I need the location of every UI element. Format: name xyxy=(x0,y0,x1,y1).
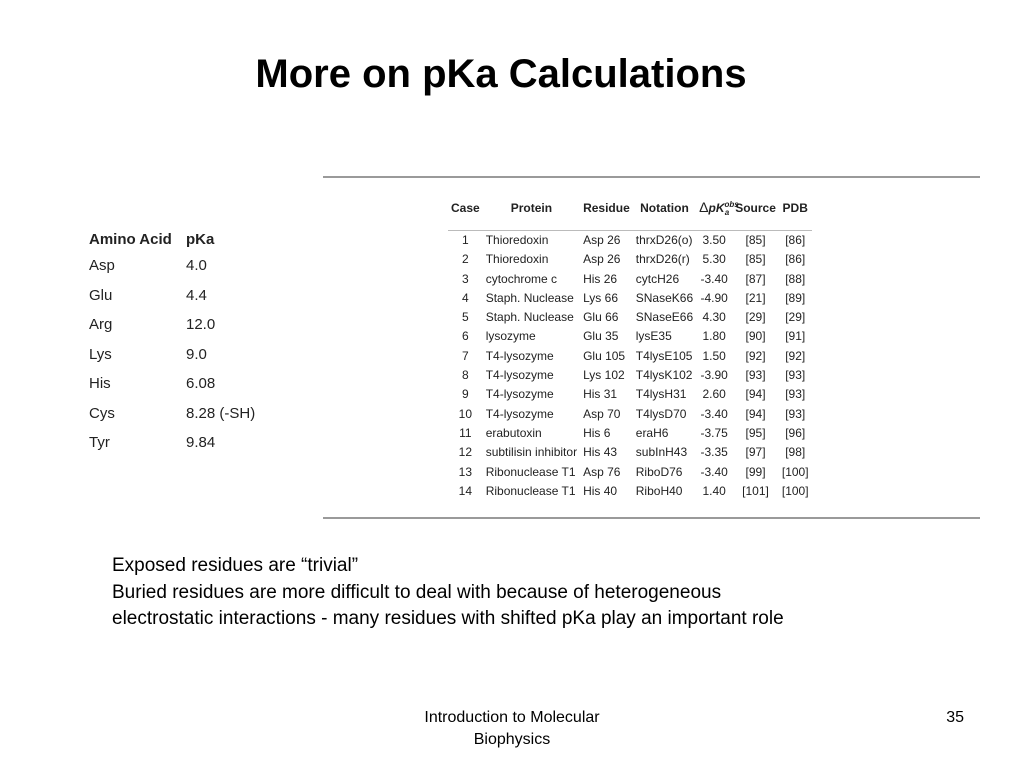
source-ref: [90] xyxy=(745,329,766,344)
pdb-ref: [100] xyxy=(781,464,809,479)
delta-pka-value: 5.30 xyxy=(702,252,726,267)
column-header-pdb: PDB xyxy=(782,201,808,215)
source-ref: [93] xyxy=(745,368,766,383)
delta-pka-value: -3.40 xyxy=(700,464,728,479)
column-header-case: Case xyxy=(451,201,480,215)
delta-pka-value: -3.40 xyxy=(700,271,728,286)
slide-body-text xyxy=(112,553,784,633)
notation: cytcH26 xyxy=(635,271,680,286)
amino-acid-pka-table xyxy=(89,229,255,458)
protein-name: Thioredoxin xyxy=(485,233,549,247)
source-ref: [97] xyxy=(745,445,766,460)
pka-value: 6.08 xyxy=(186,375,216,392)
table-row xyxy=(448,443,812,462)
delta-pka-value: -4.90 xyxy=(700,290,728,305)
protein-name: lysozyme xyxy=(485,329,536,344)
table-row xyxy=(89,428,255,458)
delta-pka-value: -3.75 xyxy=(700,425,728,440)
table-header-row xyxy=(89,229,255,251)
delta-pka-value: 1.80 xyxy=(702,329,726,344)
protein-name: Staph. Nuclease xyxy=(485,290,574,305)
protein-name: T4-lysozyme xyxy=(485,368,554,383)
table-row xyxy=(89,399,255,429)
residue: His 43 xyxy=(583,445,618,460)
table-header-row xyxy=(448,186,812,231)
protein-name: Staph. Nuclease xyxy=(485,310,574,325)
pdb-ref: [29] xyxy=(785,310,806,325)
column-header-residue: Residue xyxy=(583,201,630,215)
residue: Asp 26 xyxy=(583,233,621,247)
residue: His 31 xyxy=(583,387,618,402)
case-number: 3 xyxy=(462,271,469,286)
pdb-ref: [98] xyxy=(785,445,806,460)
body-line: Exposed residues are “trivial” xyxy=(112,555,359,576)
table-row xyxy=(448,231,812,250)
source-ref: [21] xyxy=(745,290,766,305)
delta-pka-value: -3.40 xyxy=(700,406,728,421)
delta-pka-value: 4.30 xyxy=(702,310,726,325)
cases-table-body xyxy=(448,231,812,501)
amino-acid-name: Cys xyxy=(89,404,115,422)
delta-pka-value: 1.40 xyxy=(702,483,726,498)
notation: RiboD76 xyxy=(635,464,683,479)
delta-pka-value: 1.50 xyxy=(702,348,726,363)
case-number: 1 xyxy=(462,233,469,247)
pdb-ref: [91] xyxy=(785,329,806,344)
table-row xyxy=(448,385,812,404)
column-header-protein: Protein xyxy=(510,201,553,215)
column-header-amino-acid: Amino Acid xyxy=(89,231,172,248)
notation: eraH6 xyxy=(635,425,669,440)
table-row xyxy=(448,424,812,443)
pka-value: 4.4 xyxy=(186,286,207,304)
amino-acid-name: Lys xyxy=(89,345,112,363)
pka-value: 4.0 xyxy=(186,257,207,274)
delta-pka-value: -3.35 xyxy=(700,445,728,460)
pdb-ref: [93] xyxy=(785,368,806,383)
source-ref: [95] xyxy=(745,425,766,440)
table-bottom-rule xyxy=(323,517,980,519)
table-row xyxy=(448,366,812,385)
notation: SNaseK66 xyxy=(635,290,694,305)
pdb-ref: [92] xyxy=(785,348,806,363)
source-ref: [94] xyxy=(745,387,766,402)
table-row xyxy=(448,463,812,482)
residue: His 6 xyxy=(583,425,611,440)
pdb-ref: [88] xyxy=(785,271,806,286)
slide-title: More on pKa Calculations xyxy=(255,52,747,96)
source-ref: [85] xyxy=(745,233,766,247)
residue: Glu 105 xyxy=(583,348,626,363)
protein-name: T4-lysozyme xyxy=(485,387,554,402)
residue: Asp 70 xyxy=(583,406,621,421)
notation: subInH43 xyxy=(635,445,688,460)
column-header-pka: pKa xyxy=(186,231,215,248)
pdb-ref: [93] xyxy=(785,406,806,421)
pdb-ref: [100] xyxy=(781,483,809,498)
delta-pka-value: 3.50 xyxy=(702,233,726,247)
table-row xyxy=(448,308,812,327)
source-ref: [99] xyxy=(745,464,766,479)
table-row xyxy=(448,270,812,289)
protein-name: erabutoxin xyxy=(485,425,542,440)
delta-pka-symbol: ΔpK$^{obs}_a$ xyxy=(699,198,739,218)
case-number: 14 xyxy=(458,483,473,498)
pka-value: 12.0 xyxy=(186,316,216,333)
case-number: 7 xyxy=(462,348,469,363)
case-number: 12 xyxy=(458,445,473,460)
residue: Asp 76 xyxy=(583,464,621,479)
pka-cases-table xyxy=(448,186,812,501)
table-top-rule xyxy=(323,176,980,178)
protein-name: Ribonuclease T1 xyxy=(485,464,576,479)
case-number: 5 xyxy=(462,310,469,325)
residue: His 26 xyxy=(583,271,618,286)
notation: thrxD26(r) xyxy=(635,252,690,267)
table-row xyxy=(448,482,812,501)
body-line: Buried residues are more difficult to deal with because of heterogeneous xyxy=(112,581,722,603)
notation: SNaseE66 xyxy=(635,310,694,325)
source-ref: [94] xyxy=(745,406,766,421)
case-number: 9 xyxy=(462,387,469,402)
footer-course-line: Introduction to Molecular xyxy=(424,709,600,726)
notation: RiboH40 xyxy=(635,483,683,498)
amino-acid-name: Tyr xyxy=(89,434,110,451)
pdb-ref: [96] xyxy=(785,425,806,440)
notation: T4lysE105 xyxy=(635,348,693,363)
protein-name: T4-lysozyme xyxy=(485,406,554,421)
source-ref: [101] xyxy=(742,483,769,498)
source-ref: [92] xyxy=(745,348,766,363)
residue: Asp 26 xyxy=(583,252,621,267)
table-row xyxy=(89,251,255,281)
residue: Glu 35 xyxy=(583,329,619,344)
amino-acid-name: Arg xyxy=(89,316,113,333)
case-number: 6 xyxy=(462,329,469,344)
pka-value: 9.84 xyxy=(186,434,216,451)
column-header-source: Source xyxy=(735,201,776,215)
source-ref: [87] xyxy=(745,271,766,286)
footer-course-line: Biophysics xyxy=(473,731,551,748)
pdb-ref: [86] xyxy=(785,252,806,267)
table-row xyxy=(89,281,255,311)
case-number: 2 xyxy=(462,252,469,267)
table-row xyxy=(448,347,812,366)
notation: T4lysH31 xyxy=(635,387,687,402)
notation: thrxD26(o) xyxy=(635,233,693,247)
table-row xyxy=(448,327,812,346)
residue: Lys 66 xyxy=(583,290,618,305)
delta-pka-value: 2.60 xyxy=(702,387,726,402)
protein-name: T4-lysozyme xyxy=(485,348,554,363)
protein-name: cytochrome c xyxy=(485,271,558,286)
source-ref: [85] xyxy=(745,252,766,267)
body-line: electrostatic interactions - many residues with shifted pKa play an important role xyxy=(112,608,784,629)
protein-name: subtilisin inhibitor xyxy=(485,445,578,460)
column-header-notation: Notation xyxy=(640,201,689,215)
case-number: 4 xyxy=(462,290,469,305)
residue: Lys 102 xyxy=(583,368,625,383)
table-row xyxy=(448,289,812,308)
table-row xyxy=(89,340,255,370)
notation: lysE35 xyxy=(635,329,672,344)
pka-value: 8.28 (-SH) xyxy=(186,404,256,422)
source-ref: [29] xyxy=(745,310,766,325)
pdb-ref: [86] xyxy=(785,233,806,247)
protein-name: Thioredoxin xyxy=(485,252,549,267)
case-number: 11 xyxy=(459,425,472,440)
page-number: 35 xyxy=(946,709,964,726)
table-row xyxy=(89,369,255,399)
table-row xyxy=(448,250,812,269)
case-number: 10 xyxy=(458,406,473,421)
protein-name: Ribonuclease T1 xyxy=(485,483,576,498)
pdb-ref: [89] xyxy=(785,290,806,305)
pdb-ref: [93] xyxy=(785,387,806,402)
delta-pka-value: -3.90 xyxy=(700,368,728,383)
pka-value: 9.0 xyxy=(186,345,207,363)
table-row xyxy=(89,310,255,340)
residue: His 40 xyxy=(583,483,618,498)
footer-course-title xyxy=(380,707,644,751)
case-number: 13 xyxy=(458,464,473,479)
case-number: 8 xyxy=(462,368,469,383)
notation: T4lysK102 xyxy=(635,368,693,383)
amino-acid-name: Glu xyxy=(89,286,113,304)
amino-acid-name: Asp xyxy=(89,257,115,274)
residue: Glu 66 xyxy=(583,310,619,325)
notation: T4lysD70 xyxy=(635,406,687,421)
column-header-delta-pka xyxy=(696,186,739,231)
table-row xyxy=(448,405,812,424)
amino-acid-name: His xyxy=(89,375,111,392)
